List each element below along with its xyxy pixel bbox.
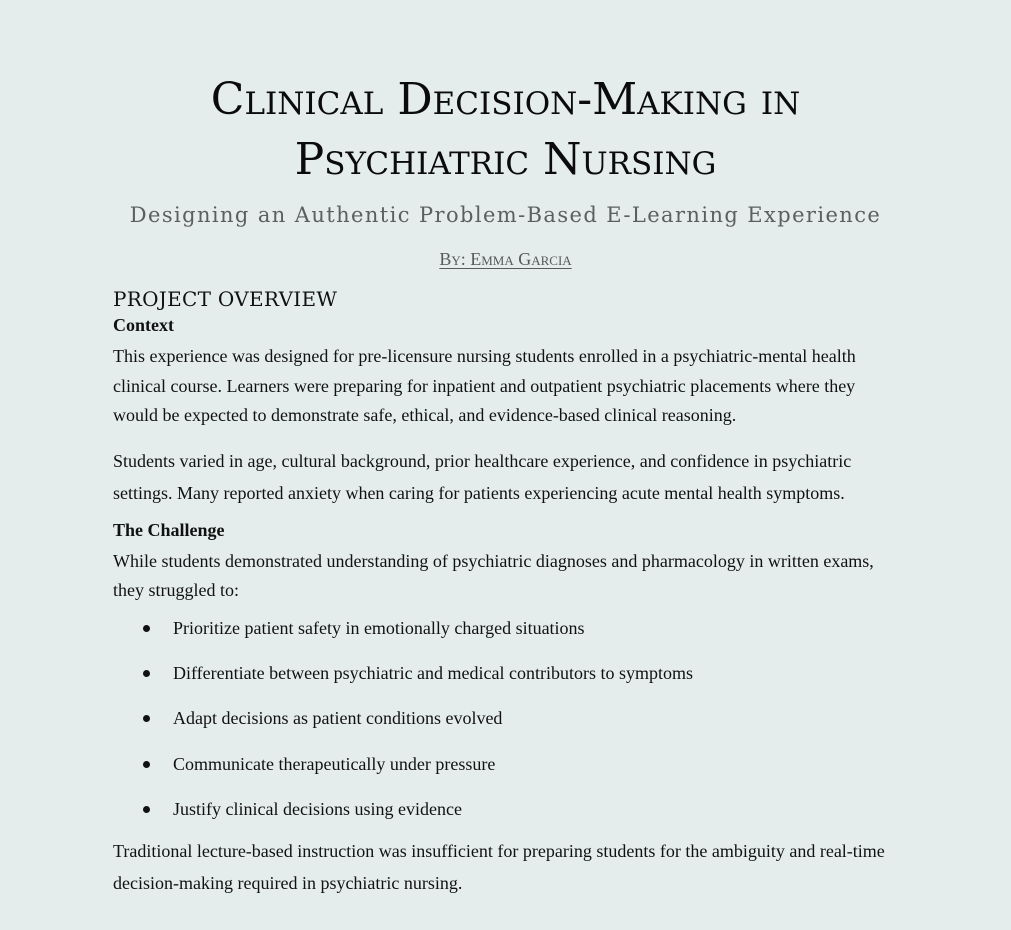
author-byline-text: By: Emma Garcia <box>439 249 572 269</box>
list-item-text: Justify clinical decisions using evidence <box>173 799 462 820</box>
list-item <box>113 617 903 639</box>
document-subtitle: Designing an Authentic Problem-Based E-Learning Experience <box>129 203 882 227</box>
bullet-icon <box>143 806 150 813</box>
challenge-heading: The Challenge <box>113 519 225 540</box>
bullet-icon <box>143 761 150 768</box>
challenge-list <box>113 617 903 821</box>
challenge-closing: Traditional lecture-based instruction was insufficient for preparing students for the ambiguity and real-time decision-making required in psychiatric nursing. <box>113 841 885 894</box>
document-title <box>0 70 1011 190</box>
bullet-icon <box>143 715 150 722</box>
title-line-2: Psychiatric Nursing <box>294 134 717 185</box>
list-item-text: Adapt decisions as patient conditions evolved <box>173 708 503 729</box>
author-byline <box>0 249 1011 270</box>
context-paragraph-1: This experience was designed for pre-licensure nursing students enrolled in a psychiatric-mental health clinical course. Learners were preparing for inpatient and outpatient psychiatric placements where they would be expected to demonstrate safe, ethical, and evidence-based clinical reasoning. <box>113 346 856 425</box>
list-item-text: Differentiate between psychiatric and medical contributors to symptoms <box>173 662 694 683</box>
section-heading-overview: PROJECT OVERVIEW <box>113 287 338 311</box>
context-paragraph-2: Students varied in age, cultural background, prior healthcare experience, and confidence in psychiatric settings. Many reported anxiety when caring for patients experiencing acute mental health symptoms. <box>113 450 852 503</box>
list-item <box>113 798 903 820</box>
context-heading: Context <box>113 315 174 335</box>
overview-section <box>113 284 903 899</box>
title-line-1: Clinical Decision-Making in <box>210 74 801 125</box>
list-item <box>113 753 903 775</box>
list-item <box>113 662 903 684</box>
challenge-intro: While students demonstrated understanding of psychiatric diagnoses and pharmacology in written exams, they struggled to: <box>113 550 874 600</box>
list-item <box>113 707 903 729</box>
list-item-text: Communicate therapeutically under pressure <box>173 753 496 774</box>
bullet-icon <box>143 625 150 632</box>
bullet-icon <box>143 670 150 677</box>
list-item-text: Prioritize patient safety in emotionally charged situations <box>173 617 585 638</box>
